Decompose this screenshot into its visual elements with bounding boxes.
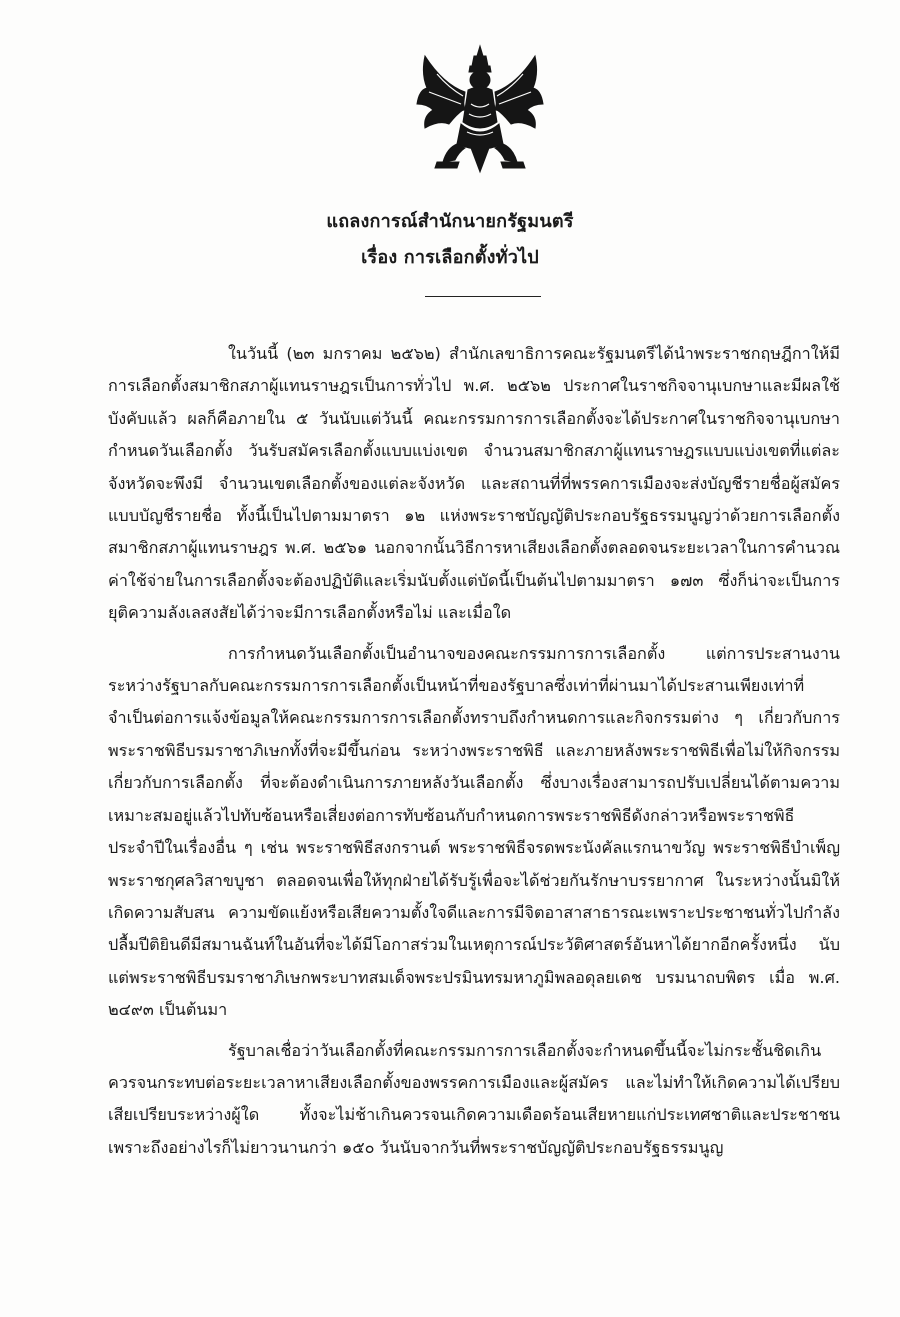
body-paragraph-3: รัฐบาลเชื่อว่าวันเลือกตั้งที่คณะกรรมการการเลือกตั้งจะกำหนดขึ้นนี้จะไม่กระชั้นชิดเกินควรจนกระทบต่อระยะเวลาหาเสียงเลือกตั้งของพรรคการเมืองและผู้สมัคร และไม่ทำให้เกิดความได้เปรียบเสียเปรียบระหว่างผู้ใด ทั้งจะไม่ช้าเกินควรจนเกิดความเดือดร้อนเสียหายแก่ประเทศชาติและประชาชน เพราะถึงอย่างไรก็ไม่ยาวนานกว่า ๑๕๐ วันนับจากวันที่พระราชบัญญัติประกอบรัฐธรรมนูญ <box>108 1040 840 1157</box>
document-title: แถลงการณ์สำนักนายกรัฐมนตรี <box>326 211 574 232</box>
title-divider <box>425 296 541 297</box>
body-paragraph-2: การกำหนดวันเลือกตั้งเป็นอำนาจของคณะกรรมการการเลือกตั้ง แต่การประสานงานระหว่างรัฐบาลกับคณะกรรมการการเลือกตั้งเป็นหน้าที่ของรัฐบาลซึ่งเท่าที่ผ่านมาได้ประสานเพียงเท่าที่จำเป็นต่อการแจ้งข้อมูลให้คณะกรรมการการเลือกตั้งทราบถึงกำหนดการและกิจกรรมต่าง ๆ เกี่ยวกับการพระราชพิธีบรมราชาภิเษกทั้งที่จะมีขึ้นก่อน ระหว่างพระราชพิธี และภายหลังพระราชพิธีเพื่อไม่ให้กิจกรรมเกี่ยวกับการเลือกตั้ง ที่จะต้องดำเนินการภายหลังวันเลือกตั้ง ซึ่งบางเรื่องสามารถปรับเปลี่ยนได้ตามความเหมาะสมอยู่แล้วไปทับซ้อนหรือเสี่ยงต่อการทับซ้อนกับกำหนดการพระราชพิธีดังกล่าวหรือพระราชพิธีประจำปีในเรื่องอื่น ๆ เช่น พระราชพิธีสงกรานต์ พระราชพิธีจรดพระนังคัลแรกนาขวัญ พระราชพิธีบำเพ็ญพระราชกุศลวิสาขบูชา ตลอดจนเพื่อให้ทุกฝ่ายได้รับรู้เพื่อจะได้ช่วยกันรักษาบรรยากาศ ในระหว่างนั้นมิให้เกิดความสับสน ความขัดแย้งหรือเสียความตั้งใจดีและการมีจิตอาสาสาธารณะเพราะประชาชนทั่วไปกำลังปลื้มปีติยินดีมีสมานฉันท์ในอันที่จะได้มีโอกาสร่วมในเหตุการณ์ประวัติศาสตร์อันหาได้ยากอีกครั้งหนึ่ง นับแต่พระราชพิธีบรมราชาภิเษกพระบาทสมเด็จพระปรมินทรมหาภูมิพลอดุลยเดช บรมนาถบพิตร เมื่อ พ.ศ. ๒๔๙๓ เป็นต้นมา <box>108 643 841 1020</box>
document-subject: เรื่อง การเลือกตั้งทั่วไป <box>361 247 539 268</box>
document-body <box>108 338 840 1164</box>
garuda-emblem-icon <box>413 44 547 176</box>
body-paragraph-1: ในวันนี้ (๒๓ มกราคม ๒๕๖๒) สำนักเลขาธิการคณะรัฐมนตรีได้นำพระราชกฤษฎีกาให้มีการเลือกตั้งสมาชิกสภาผู้แทนราษฎรเป็นการทั่วไป พ.ศ. ๒๕๖๒ ประกาศในราชกิจจานุเบกษาและมีผลใช้บังคับแล้ว ผลก็คือภายใน ๕ วันนับแต่วันนี้ คณะกรรมการการเลือกตั้งจะได้ประกาศในราชกิจจานุเบกษากำหนดวันเลือกตั้ง วันรับสมัครเลือกตั้งแบบแบ่งเขต จำนวนสมาชิกสภาผู้แทนราษฎรแบบแบ่งเขตที่แต่ละจังหวัดจะพึงมี จำนวนเขตเลือกตั้งของแต่ละจังหวัด และสถานที่ที่พรรคการเมืองจะส่งบัญชีรายชื่อผู้สมัครแบบบัญชีรายชื่อ ทั้งนี้เป็นไปตามมาตรา ๑๒ แห่งพระราชบัญญัติประกอบรัฐธรรมนูญว่าด้วยการเลือกตั้งสมาชิกสภาผู้แทนราษฎร พ.ศ. ๒๕๖๑ นอกจากนั้นวิธีการหาเสียงเลือกตั้งตลอดจนระยะเวลาในการคำนวณค่าใช้จ่ายในการเลือกตั้งจะต้องปฏิบัติและเริ่มนับตั้งแต่บัดนี้เป็นต้นไปตามมาตรา ๑๗๓ ซึ่งก็น่าจะเป็นการยุติความลังเลสงสัยได้ว่าจะมีการเลือกตั้งหรือไม่ และเมื่อใด <box>108 344 840 623</box>
